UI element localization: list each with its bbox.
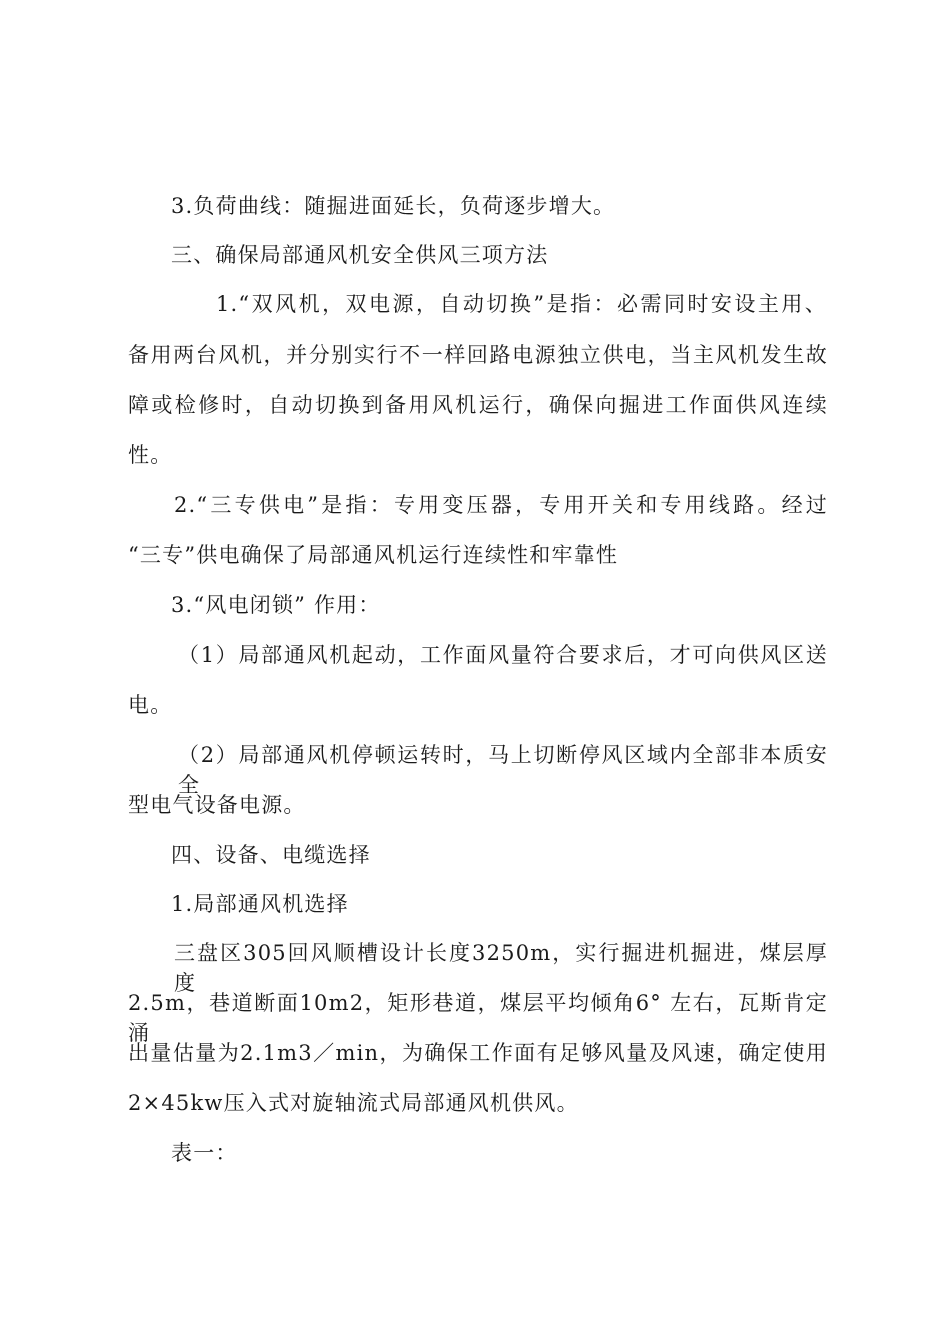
text-line-three-special-2: “三专”供电确保了局部通风机运行连续性和牢靠性 bbox=[128, 543, 619, 567]
text-line-item-2a: （2）局部通风机停顿运转时，马上切断停风区域内全部非本质安全 bbox=[178, 743, 828, 797]
text-line-dual-fan-4: 性。 bbox=[128, 443, 173, 467]
text-line-design-3: 出量估量为2.1m3／min，为确保工作面有足够风量及风速，确定使用 bbox=[128, 1041, 828, 1065]
text-line-item-2b: 型电气设备电源。 bbox=[128, 793, 306, 817]
text-line-item-1a: （1）局部通风机起动，工作面风量符合要求后，才可向供风区送 bbox=[178, 643, 828, 667]
text-line-item-1b: 电。 bbox=[128, 693, 173, 717]
text-line-dual-fan-3: 障或检修时，自动切换到备用风机运行，确保向掘进工作面供风连续 bbox=[128, 393, 828, 417]
text-line-design-4: 2×45kw压入式对旋轴流式局部通风机供风。 bbox=[128, 1091, 579, 1115]
text-line-design-2: 2.5m，巷道断面10m2，矩形巷道，煤层平均倾角6° 左右，瓦斯肯定涌 bbox=[128, 991, 828, 1045]
table-caption: 表一： bbox=[171, 1141, 238, 1165]
section-heading-four: 四、设备、电缆选择 bbox=[171, 843, 371, 867]
text-line-design-1: 三盘区305回风顺槽设计长度3250m，实行掘进机掘进，煤层厚度 bbox=[174, 941, 828, 995]
text-line-dual-fan-1: 1.“双风机，双电源，自动切换”是指：必需同时安设主用、 bbox=[216, 292, 827, 316]
text-line-load-curve: 3.负荷曲线：随掘进面延长，负荷逐步增大。 bbox=[171, 194, 616, 218]
subsection-heading-fan-selection: 1.局部通风机选择 bbox=[171, 892, 349, 916]
text-line-dual-fan-2: 备用两台风机，并分别实行不一样回路电源独立供电，当主风机发生故 bbox=[128, 343, 828, 367]
text-line-wind-lock: 3.“风电闭锁” 作用： bbox=[171, 593, 381, 617]
text-line-three-special-1: 2.“三专供电”是指：专用变压器，专用开关和专用线路。经过 bbox=[174, 493, 828, 517]
section-heading-three: 三、确保局部通风机安全供风三项方法 bbox=[171, 243, 549, 267]
